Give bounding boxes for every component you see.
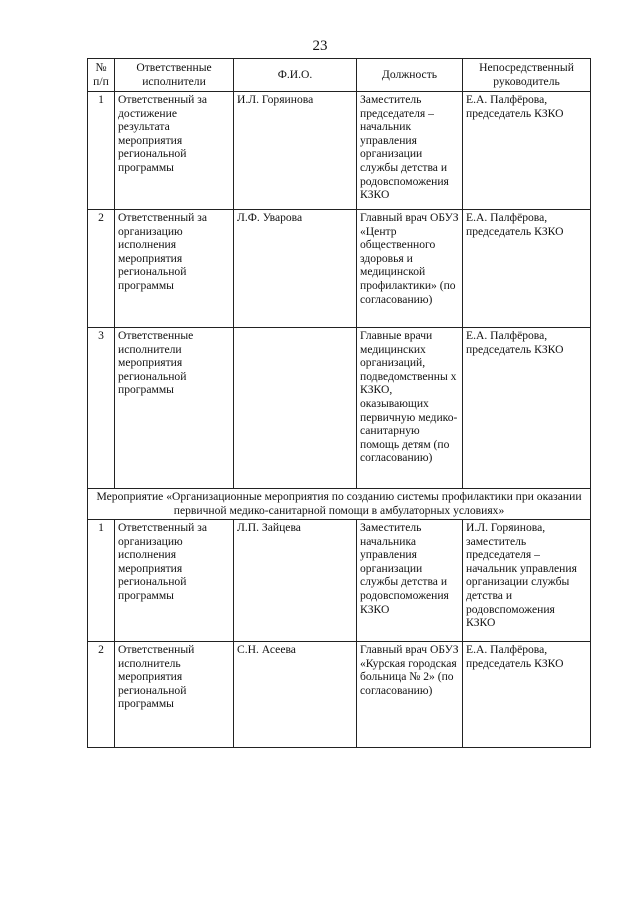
row-supervisor: Е.А. Палфёрова, председатель КЗКО [463, 642, 591, 748]
row-position: Главный врач ОБУЗ «Центр общественного здоровья и медицинской профилактики» (по согласованию) [357, 210, 463, 328]
section-title: Мероприятие «Организационные мероприятия по созданию системы профилактики при оказании первичной медико-санитарной помощи в амбулаторных условиях» [88, 489, 591, 520]
row-position: Главные врачи медицинских организаций, подведомственны х КЗКО, оказывающих первичную медико-санитарную помощь детям (по согласованию) [357, 328, 463, 489]
row-number: 2 [88, 210, 115, 328]
row-role: Ответственные исполнители мероприятия региональной программы [115, 328, 234, 489]
row-name: Л.П. Зайцева [234, 520, 357, 642]
row-role: Ответственный за организацию исполнения мероприятия региональной программы [115, 520, 234, 642]
row-number: 3 [88, 328, 115, 489]
responsible-persons-table [87, 58, 591, 748]
row-supervisor: И.Л. Горяинова, заместитель председателя – начальник управления организации службы детства и родовспоможения КЗКО [463, 520, 591, 642]
row-supervisor: Е.А. Палфёрова, председатель КЗКО [463, 210, 591, 328]
header-position: Должность [357, 59, 463, 92]
page-number: 23 [312, 38, 328, 54]
row-position: Заместитель начальника управления организации службы детства и родовспоможения КЗКО [357, 520, 463, 642]
row-role: Ответственный за достижение результата мероприятия региональной программы [115, 92, 234, 210]
table-row [88, 328, 591, 489]
table-row [88, 520, 591, 642]
table-row [88, 642, 591, 748]
header-responsible: Ответственные исполнители [115, 59, 234, 92]
header-full-name: Ф.И.О. [234, 59, 357, 92]
row-number: 1 [88, 92, 115, 210]
section-row [88, 489, 591, 520]
table-row [88, 92, 591, 210]
row-name: Л.Ф. Уварова [234, 210, 357, 328]
row-number: 2 [88, 642, 115, 748]
row-name [234, 328, 357, 489]
table-header-row [88, 59, 591, 92]
row-role: Ответственный за организацию исполнения мероприятия региональной программы [115, 210, 234, 328]
header-number: № п/п [88, 59, 115, 92]
header-supervisor: Непосредственный руководитель [463, 59, 591, 92]
table-row [88, 210, 591, 328]
row-role: Ответственный исполнитель мероприятия региональной программы [115, 642, 234, 748]
row-supervisor: Е.А. Палфёрова, председатель КЗКО [463, 328, 591, 489]
row-position: Главный врач ОБУЗ «Курская городская больница № 2» (по согласованию) [357, 642, 463, 748]
row-name: И.Л. Горяинова [234, 92, 357, 210]
row-position: Заместитель председателя – начальник управления организации службы детства и родовспоможения КЗКО [357, 92, 463, 210]
row-supervisor: Е.А. Палфёрова, председатель КЗКО [463, 92, 591, 210]
row-number: 1 [88, 520, 115, 642]
row-name: С.Н. Асеева [234, 642, 357, 748]
